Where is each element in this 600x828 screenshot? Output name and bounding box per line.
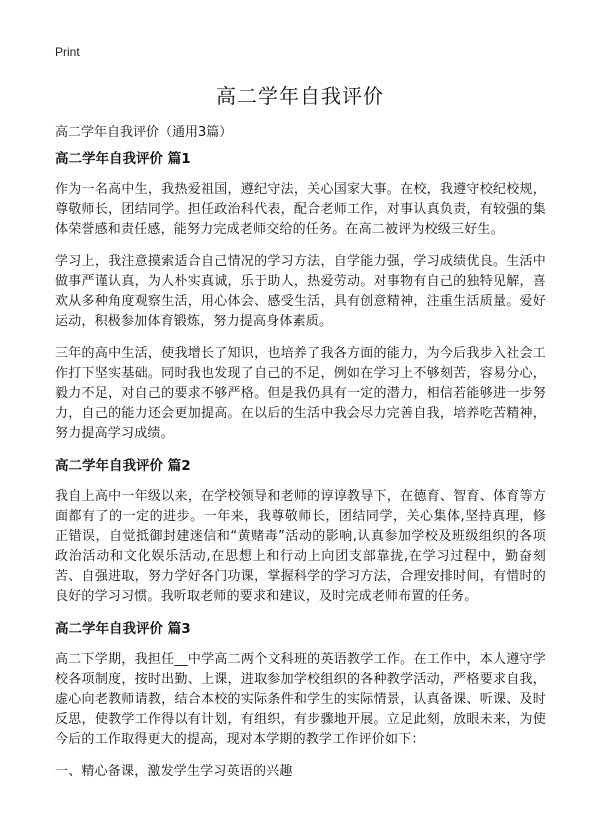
section-1 [55,150,546,444]
paragraph: 作为一名高中生，我热爱祖国，遵纪守法，关心国家大事。在校，我遵守校纪校规，尊敬师长，团结同学。担任政治科代表，配合老师工作，对事认真负责，有较强的集体荣誉感和责任感，能努力完成老师交给的任务。在高二被评为校级三好生。 [55,182,546,237]
paragraph: 一、精心备课，激发学生学习英语的兴趣 [55,764,293,779]
paragraph: 高二下学期，我担任__中学高二两个文科班的英语教学工作。在工作中，本人遵守学校各项制度，按时出勤、上课，进取参加学校组织的各种教学活动，严格要求自我，虚心向老教师请教，结合本校的实际条件和学生的实际情景，认真备课、听课、及时反思，使教学工作得以有计划，有组织，有步骤地开展。立足此刻，放眼未来，为使今后的工作取得更大的提高，现对本学期的教学工作评价如下： [55,652,546,747]
document-body [55,150,546,794]
section-heading: 高二学年自我评价 篇3 [55,621,191,637]
section-3 [55,620,546,782]
document-subtitle: 高二学年自我评价（通用3篇） [55,125,233,140]
print-link[interactable]: Print [55,45,80,59]
section-heading: 高二学年自我评价 篇1 [55,151,191,167]
document-title: 高二学年自我评价 [216,84,384,108]
paragraph: 我自上高中一年级以来，在学校领导和老师的谆谆教导下，在德育、智育、体育等方面都有了的一定的进步。一年来，我尊敬师长，团结同学，关心集体,坚持真理，修正错误，自觉抵御封建迷信和“黄赌毒”活动的影响,认真参加学校及班级组织的各项政治活动和文化娱乐活动,在思想上和行动上向团支部靠拢,在学习过程中，勤奋刻苦、自强进取，努力学好各门功课，掌握科学的学习方法，合理安排时间，有惜时的良好的学习习惯。我听取老师的要求和建议，及时完成老师布置的任务。 [55,489,546,604]
paragraph: 学习上，我注意摸索适合自己情况的学习方法，自学能力强，学习成绩优良。生活中做事严谨认真，为人朴实真诚，乐于助人，热爱劳动。对事物有自己的独特见解，喜欢从多种角度观察生活，用心体会、感受生活，具有创意精神，注重生活质量。爱好运动，积极参加体育锻炼，努力提高身体素质。 [55,254,546,329]
section-2 [55,457,546,607]
paragraph: 三年的高中生活，使我增长了知识，也培养了我各方面的能力，为今后我步入社会工作打下坚实基础。同时我也发现了自己的不足，例如在学习上不够刻苦，容易分心，毅力不足，对自己的要求不够严格。但是我仍具有一定的潜力，相信若能够进一步努力，自己的能力还会更加提高。在以后的生活中我会尽力完善自我，培养吃苦精神，努力提高学习成绩。 [55,346,546,441]
section-heading: 高二学年自我评价 篇2 [55,458,191,474]
